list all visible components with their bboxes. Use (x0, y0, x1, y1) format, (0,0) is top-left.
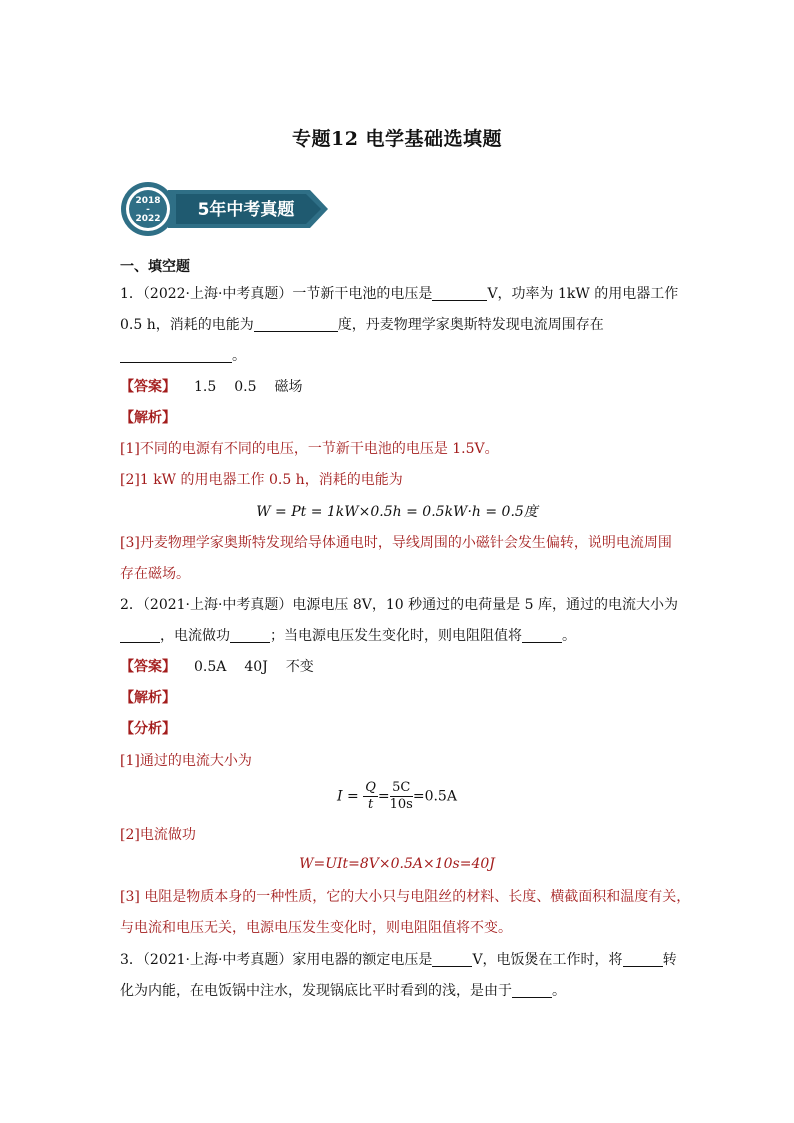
q2-f1-frac-2: $\frac{5C}{10s}$ (389, 780, 413, 812)
q2-analysis-2: [2]电流做功 (120, 827, 196, 843)
q1-blank-2[interactable] (254, 315, 338, 332)
q3-blank-3[interactable] (512, 981, 552, 998)
q1-analysis-3b: 存在磁场。 (120, 566, 190, 582)
q3-text-b: V，电饭煲在工作时，将 (472, 952, 623, 968)
q2-analysis-3b: 与电流和电压无关，电源电压发生变化时，则电阻阻值将不变。 (120, 920, 512, 936)
q1-formula: W = Pt = 1kW×0.5h = 0.5kW·h = 0.5度 (256, 504, 538, 520)
q1-text-e: 。 (232, 348, 246, 364)
q2-analysis-tag: 【解析】 (120, 690, 176, 706)
q1-answer-3: 磁场 (274, 379, 303, 395)
q2-answer-2: 40J (244, 659, 268, 675)
q2-text-c: 。 (562, 628, 576, 644)
q2-f1-eq: = (377, 788, 390, 805)
q1-text-d: 度，丹麦物理学家奥斯特发现电流周围存在 (337, 317, 604, 333)
q2-f1-frac-1: $\frac{Q}{t}$ (365, 780, 376, 812)
q2-answer-1: 0.5A (194, 659, 227, 675)
q2-blank-1[interactable] (120, 626, 160, 643)
q2-formula-2: W=UIt=8V×0.5A×10s=40J (299, 856, 495, 872)
exam-banner (118, 180, 330, 238)
q1-answer-2: 0.5 (234, 379, 257, 395)
page-title: 专题12 电学基础选填题 (291, 128, 503, 150)
q1-answer-1: 1.5 (194, 379, 217, 395)
q1-line-2 (120, 315, 604, 335)
q1-line-1 (120, 284, 678, 304)
q2-fenxi-tag: 【分析】 (120, 721, 176, 737)
banner-year-end: 2022 (135, 214, 161, 224)
q3-line-2 (120, 981, 566, 1001)
q3-blank-1[interactable] (432, 950, 472, 967)
banner-year-start: 2018 (135, 196, 161, 206)
q1-text-c: 0.5 h，消耗的电能为 (120, 317, 254, 333)
q2-answer (120, 657, 314, 677)
section-heading: 一、填空题 (120, 259, 190, 275)
q2-text-a: ，电流做功 (160, 628, 230, 644)
q3-text-c: 转 (662, 952, 677, 968)
q1-blank-1[interactable] (432, 284, 487, 301)
q1-answer-tag: 【答案】 (120, 379, 176, 395)
q1-analysis-3a: [3]丹麦物理学家奥斯特发现给导体通电时，导线周围的小磁针会发生偏转，说明电流周围 (120, 535, 672, 551)
q2-text-b: ；当电源电压发生变化时，则电阻阻值将 (270, 628, 522, 644)
q1-line-3 (120, 346, 246, 366)
q3-blank-2[interactable] (623, 950, 663, 967)
q1-text-a: 1．（2022·上海·中考真题）一节新干电池的电压是 (120, 286, 433, 302)
q2-answer-tag: 【答案】 (120, 659, 176, 675)
q3-text-a: 3．（2021·上海·中考真题）家用电器的额定电压是 (120, 952, 433, 968)
q3-text-e: 。 (552, 983, 566, 999)
q2-f1-rhs: =0.5A (412, 788, 457, 805)
q3-text-d: 化为内能，在电饭锅中注水，发现锅底比平时看到的浅，是由于 (120, 983, 512, 999)
q2-formula-1 (0, 780, 794, 813)
q1-analysis-2: [2]1 kW 的用电器工作 0.5 h，消耗的电能为 (120, 472, 403, 488)
q1-text-b: V，功率为 1kW 的用电器工作 (487, 286, 679, 302)
banner-label: 5年中考真题 (197, 200, 295, 220)
q2-answer-3: 不变 (285, 659, 314, 675)
q1-analysis-tag: 【解析】 (120, 410, 176, 426)
q3-line-1 (120, 950, 677, 970)
q2-line-1: 2．（2021·上海·中考真题）电源电压 8V，10 秒通过的电荷量是 5 库，通过的电流大小为 (120, 597, 678, 613)
q1-analysis-1: [1]不同的电源有不同的电压，一节新干电池的电压是 1.5V。 (120, 441, 499, 457)
q2-analysis-1: [1]通过的电流大小为 (120, 753, 252, 769)
q2-line-2 (120, 626, 576, 646)
q1-answer (120, 377, 303, 397)
banner-year-dash: - (146, 205, 150, 215)
q1-blank-3[interactable] (120, 346, 232, 363)
q2-analysis-3a: [3] 电阻是物质本身的一种性质，它的大小只与电阻丝的材料、长度、横截面积和温度有关， (120, 889, 691, 905)
q2-blank-2[interactable] (230, 626, 270, 643)
q2-blank-3[interactable] (522, 626, 562, 643)
q2-f1-lhs: I = (337, 788, 359, 805)
